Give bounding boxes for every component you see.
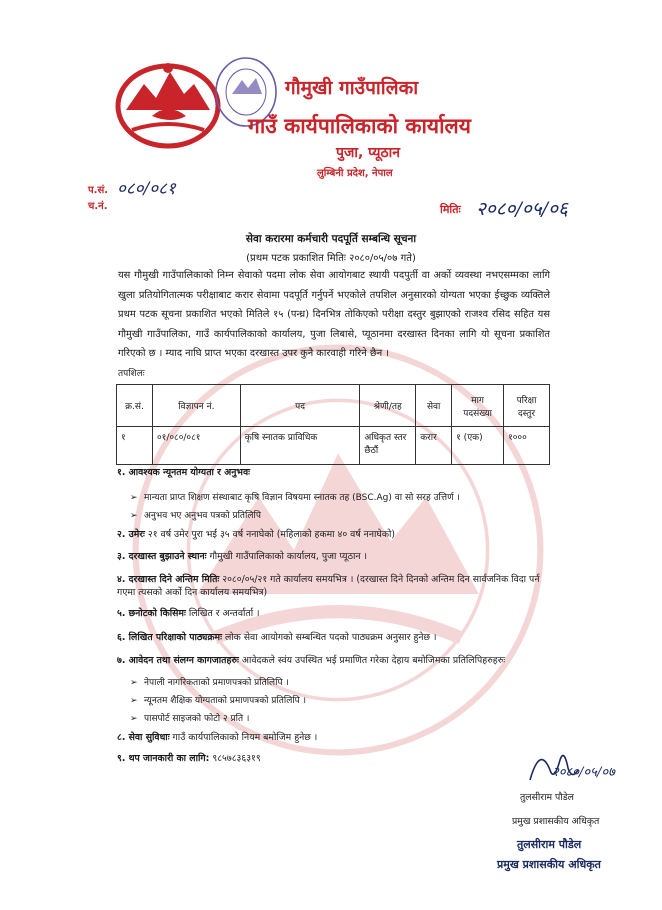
cell-post: कृषि स्नातक प्राविधिक (240, 427, 360, 465)
item-8: ८. सेवा सुविधाः गाउँ कार्यपालिकाको नियम बमोजिम हुनेछ । (117, 732, 318, 743)
date-value: २०८०/०५/०६ (476, 198, 568, 220)
cn-label: च.नं. (88, 201, 108, 212)
org-name: गौमुखी गाउँपालिका (285, 77, 419, 99)
cell-fee: १००० (504, 427, 550, 465)
stamp-title: प्रमुख प्रशासकीय अधिकृत (497, 858, 601, 871)
col-header-demand: माग पदसंख्या (452, 385, 504, 427)
cell-ad-no: ०१/०८०/०८१ (152, 427, 240, 465)
item-7: ७. आवेदन तथा संलग्न कागजातहरुः आवेदकले स्वंय उपस्थित भई प्रमाणित गरेका देहाय बमोजिमका प्रतिलिपिहरुहरुः (117, 655, 506, 666)
cell-service: करार (416, 427, 452, 465)
arrow-bullet-icon: ➢ (130, 511, 138, 521)
item-1-bullet-1: ➢ मान्यता प्राप्त शिक्षण संस्थाबाट कृषि विज्ञान विषयमा स्नातक तह (BSC.Ag) वा सो सरह उत्तिर्ण । (130, 493, 460, 503)
vacancy-table (116, 384, 550, 465)
signatory-title: प्रमुख प्रशासकीय अधिकृत (512, 816, 600, 827)
cell-level: अधिकृत स्तर छैठौं (360, 427, 416, 465)
item-1-label: १. आवश्यक न्यूनतम योग्यता र अनुभवः (117, 467, 251, 478)
ps-value: ०८०/०८१ (117, 179, 176, 199)
item-7-bullet-1: ➢ नेपाली नागरिकताको प्रमाणपत्रको प्रतिलिपि । (130, 678, 289, 688)
item-2: २. उमेरः २१ वर्ष उमेर पुरा भई ३५ वर्ष ननाघेको (महिलाको हकमा ४० वर्ष ननाघेको) (117, 529, 396, 540)
cell-demand: १ (एक) (452, 427, 504, 465)
office-name: गाउँ कार्यपालिकाको कार्यालय (248, 114, 471, 138)
col-header-fee: परिक्षा दस्तुर (504, 385, 550, 427)
col-header-service: सेवा (416, 385, 452, 427)
item-9: ९. थप जानकारी का लागि: ९८५७८३६३१९ (117, 753, 261, 764)
item-7-bullet-3: ➢ पासपोर्ट साइजको फोटो २ प्रति । (130, 714, 250, 724)
address-line-2: लुम्बिनी प्रदेश, नेपाल (317, 168, 393, 179)
col-header-post: पद (240, 385, 360, 427)
ps-label: प.सं. (88, 185, 109, 196)
arrow-bullet-icon: ➢ (130, 696, 138, 706)
item-4: ४. दरखास्त दिने अन्तिम मितिः २०८०/०५/२१ गते कार्यालय समयभित्र । (दरखास्त दिने दिनको अन्तिम दिन सार्वजनिक विदा पर्न गएमा त्यसको अर्को दिन कार्यालय समयभित्र) (117, 574, 540, 598)
notice-body: यस गौमुखी गाउँपालिकाको निम्न सेवाको पदमा लोक सेवा आयोगबाट स्थायी पदपुर्ती वा अर्को व्यवस्था नभएसम्मका लागि खुला प्रतियोगितात्मक परीक्षाबाट करार सेवामा पदपूर्ति गर्नुपर्ने भएकोले तपशिल अनुसारको योग्यता भएका ईच्छुक व्यक्तिले प्रथम पटक सूचना प्रकाशित भएको मितिले १५ (पन्ध्र) दिनभित्र तोकिएको परीक्षा दस्तुर बुझाएको राजश्व रसिद सहित यस गौमुखी गाउँपालिका, गाउँ कार्यपालिकाको कार्यालय, पुजा लिबासे, प्यूठानमा दरखास्त दिनका लागि यो सूचना प्रकाशित गरिएको छ । म्याद नाघि प्राप्त भएका दरखास्त उपर कुनै कारवाही गरिने छैन । (118, 270, 550, 359)
table-label: तपशिलः (118, 369, 145, 379)
item-5: ५. छनोटको किसिमः लिखित र अन्तर्वार्ता । (117, 608, 260, 619)
arrow-bullet-icon: ➢ (130, 493, 138, 503)
item-7-bullet-2: ➢ न्यूनतम शैक्षिक योग्यताको प्रमाणपत्रको प्रतिलिपि । (130, 696, 307, 706)
table-row (117, 427, 550, 465)
item-6: ६. लिखित परिक्षाको पाठ्यक्रमः लोक सेवा आयोगको सम्बन्धित पदको पाठ्यक्रम अनुसार हुनेछ । (117, 632, 437, 643)
col-header-level: श्रेणी/तह (360, 385, 416, 427)
arrow-bullet-icon: ➢ (130, 714, 138, 724)
address-line-1: पुजा, प्यूठान (336, 145, 401, 161)
date-label: मितिः (440, 203, 461, 216)
nepal-emblem-logo (112, 58, 224, 150)
notice-title: सेवा करारमा कर्मचारी पदपूर्ति सम्बन्धि सूचना (245, 233, 417, 245)
col-header-sn: क्र.सं. (117, 385, 153, 427)
col-header-ad-no: विज्ञापन नं. (152, 385, 240, 427)
stamp-name: तुलसीराम पौडेल (517, 838, 582, 851)
signature-date: २०८०/०५/०७ (552, 765, 615, 780)
arrow-bullet-icon: ➢ (130, 678, 138, 688)
table-header-row (117, 385, 550, 427)
publish-date: (प्रथम पटक प्रकाशित मितिः २०८०/०५/०७ गते) (246, 253, 416, 264)
item-1-bullet-2: ➢ अनुभव भए अनुभव पत्रको प्रतिलिपि (130, 511, 261, 521)
signatory-name: तुलसीराम पौडेल (520, 792, 574, 803)
item-3: ३. दरखास्त बुझाउने स्थानः गौमुखी गाउँपालिकाको कार्यालय, पुजा प्यूठान । (117, 551, 368, 562)
cell-sn: १ (117, 427, 153, 465)
